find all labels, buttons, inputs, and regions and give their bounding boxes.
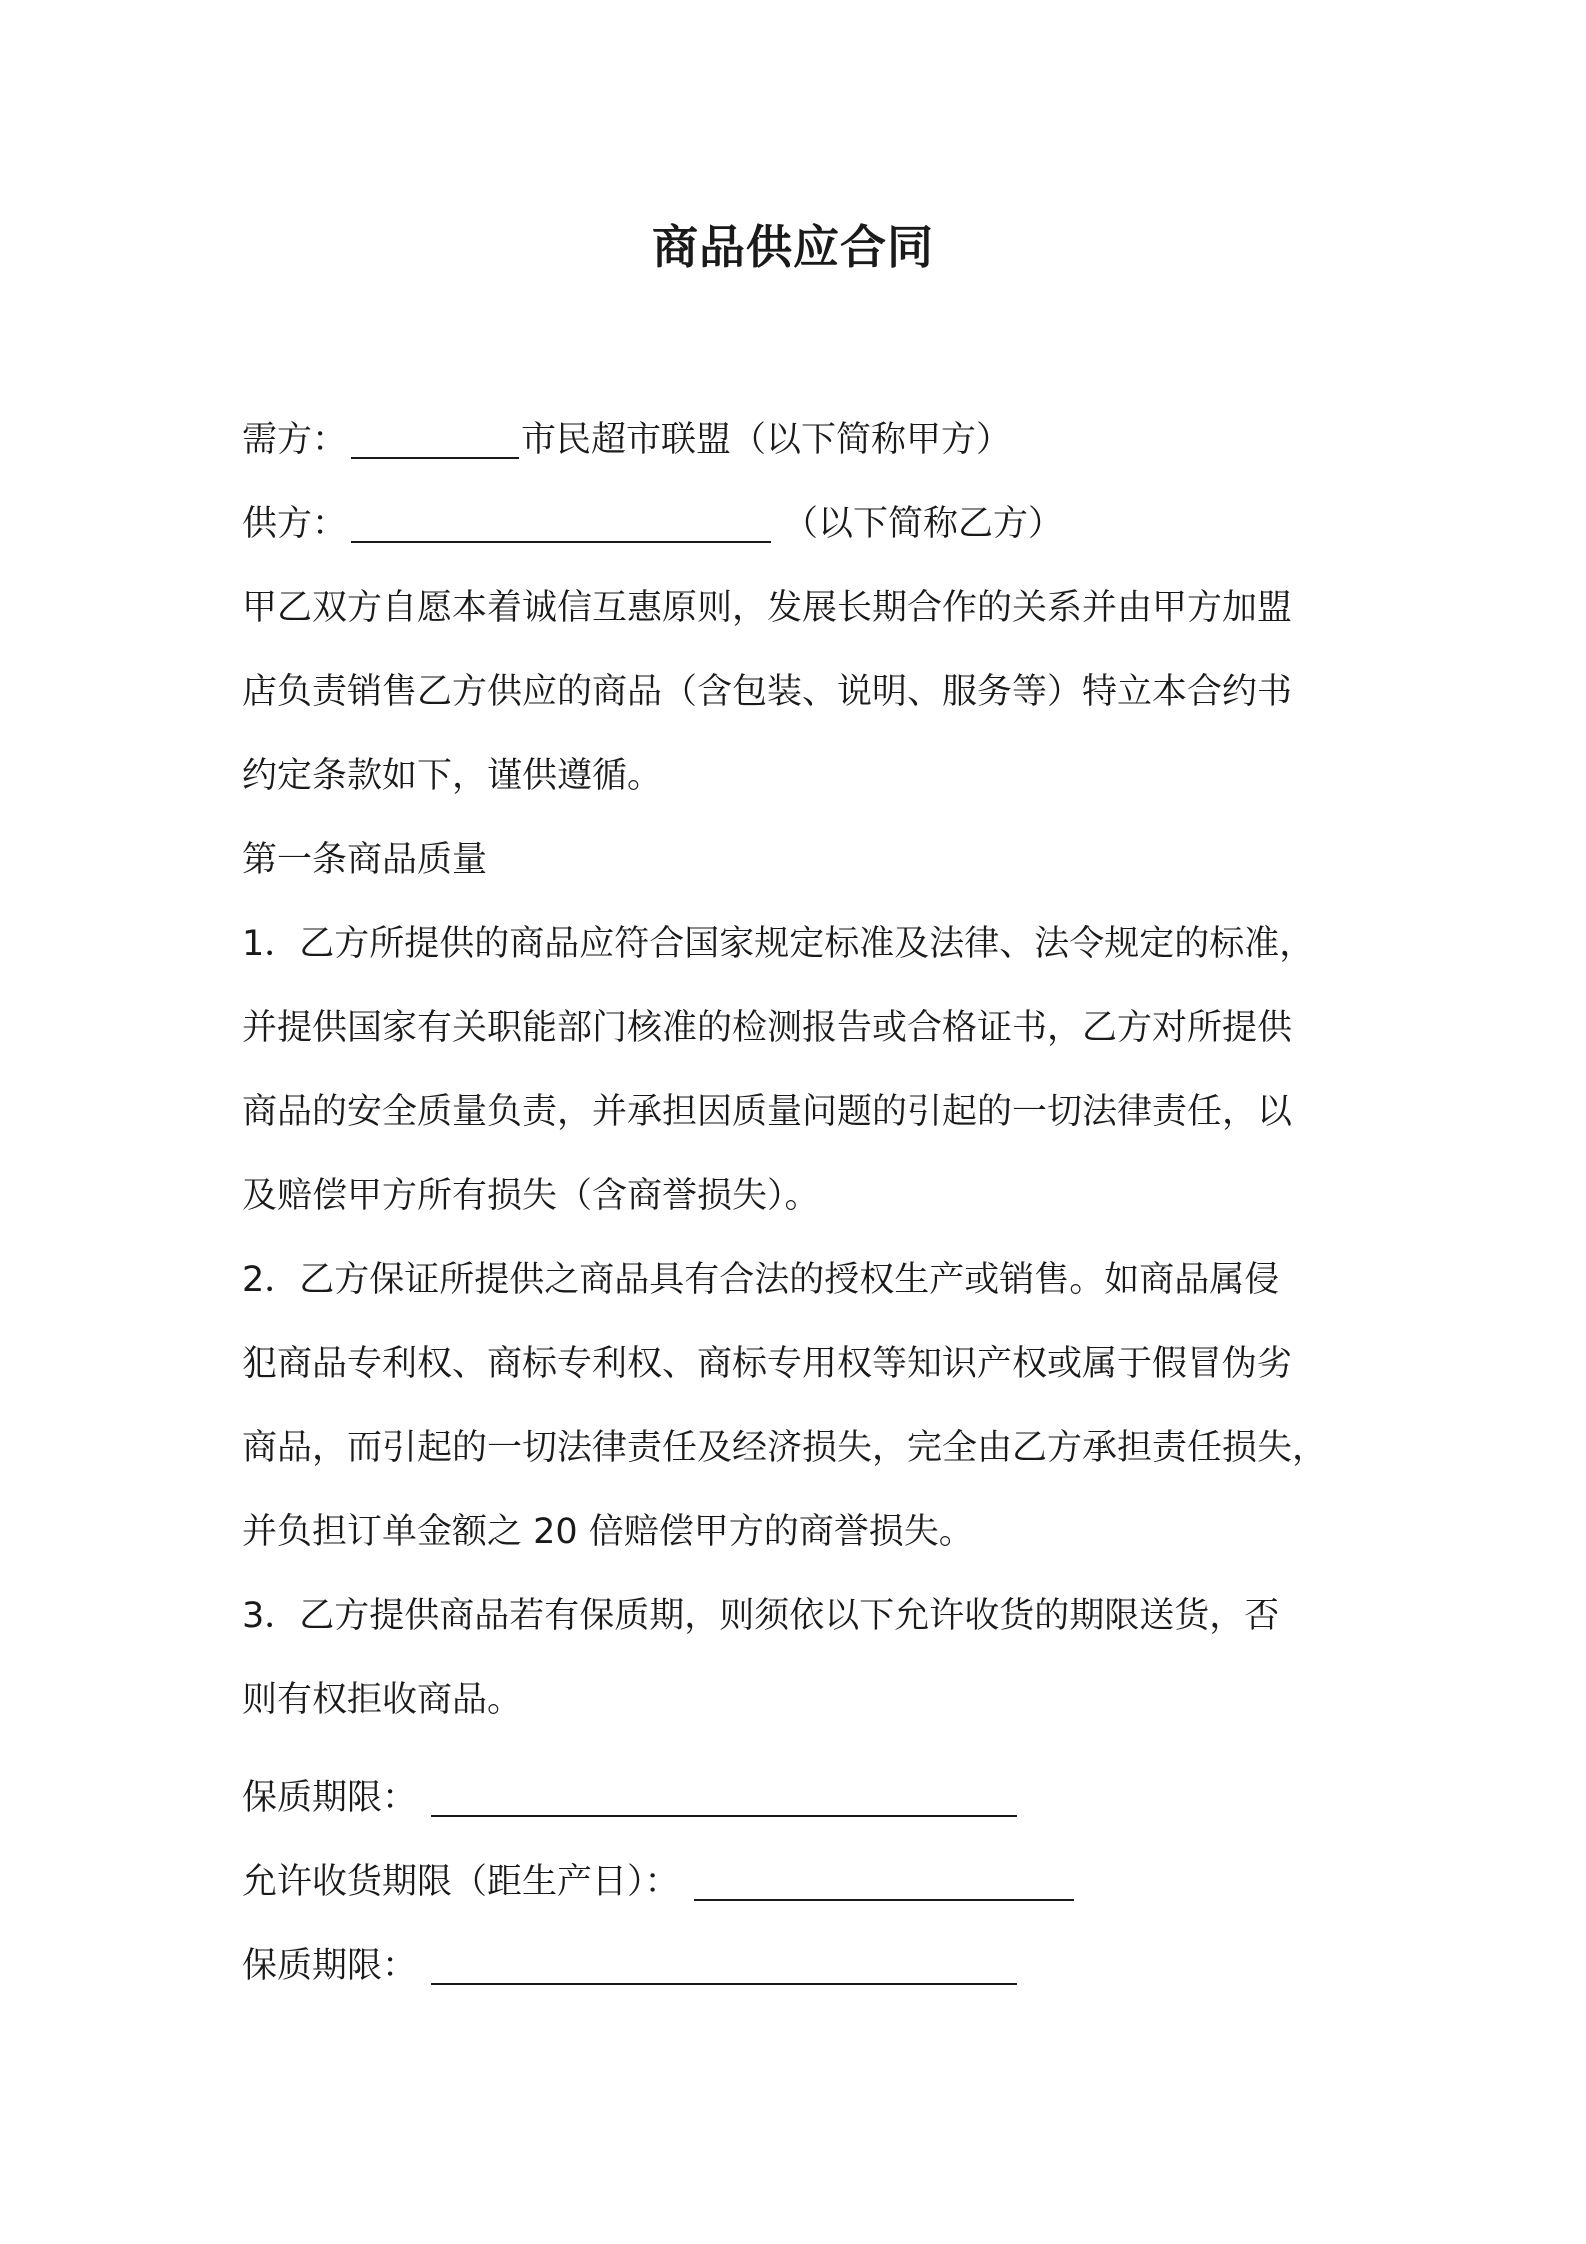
- shelf-life-blank[interactable]: [431, 1775, 1017, 1817]
- supplier-suffix: （以下简称乙方）: [783, 504, 1064, 544]
- clause-2-line: 犯商品专利权、商标专利权、商标专用权等知识产权或属于假冒伪劣: [242, 1344, 1293, 1384]
- document-title: 商品供应合同: [652, 220, 934, 274]
- receive-period-label: 允许收货期限（距生产日）：: [242, 1862, 680, 1902]
- article-1-heading: 第一条商品质量: [242, 840, 488, 880]
- clause-2-line: 并负担订单金额之 20 倍赔偿甲方的商誉损失。: [242, 1512, 974, 1552]
- clause-3-line: 3．乙方提供商品若有保质期，则须依以下允许收货的期限送货，否: [242, 1596, 1280, 1636]
- shelf-life-label: 保质期限：: [242, 1778, 418, 1818]
- shelf-life-field: [242, 1756, 1382, 1840]
- intro-line: 甲乙双方自愿本着诚信互惠原则，发展长期合作的关系并由甲方加盟: [242, 588, 1293, 628]
- supplier-label: 供方：: [242, 504, 348, 544]
- clause-1-line: 商品的安全质量负责，并承担因质量问题的引起的一切法律责任，以: [242, 1092, 1293, 1132]
- supplier-line: [242, 482, 1382, 566]
- receive-period-field: [242, 1840, 1382, 1924]
- intro-line: 约定条款如下，谨供遵循。: [242, 756, 663, 796]
- intro-line: 店负责销售乙方供应的商品（含包装、说明、服务等）特立本合约书: [242, 672, 1293, 712]
- buyer-label: 需方：: [242, 420, 348, 460]
- buyer-value: 市民超市联盟（以下简称甲方）: [521, 420, 1012, 460]
- clause-2-line: 商品，而引起的一切法律责任及经济损失，完全由乙方承担责任损失，: [242, 1428, 1328, 1468]
- clause-1-line: 及赔偿甲方所有损失（含商誉损失）。: [242, 1176, 820, 1216]
- clause-2-line: 2．乙方保证所提供之商品具有合法的授权生产或销售。如商品属侵: [242, 1260, 1280, 1300]
- buyer-blank: [351, 417, 519, 459]
- clause-3-line: 则有权拒收商品。: [242, 1680, 523, 1720]
- shelf-life-blank-2[interactable]: [431, 1943, 1017, 1985]
- receive-period-blank[interactable]: [694, 1859, 1074, 1901]
- supplier-blank: [351, 501, 771, 543]
- shelf-life-field-2: [242, 1924, 1382, 2008]
- clause-1-line: 并提供国家有关职能部门核准的检测报告或合格证书，乙方对所提供: [242, 1008, 1293, 1048]
- document-body: [242, 398, 1382, 2008]
- shelf-life-label-2: 保质期限：: [242, 1946, 418, 1986]
- clause-1-line: 1．乙方所提供的商品应符合国家规定标准及法律、法令规定的标准，: [242, 924, 1315, 964]
- spacer: [242, 1742, 1382, 1756]
- buyer-line: [242, 398, 1382, 482]
